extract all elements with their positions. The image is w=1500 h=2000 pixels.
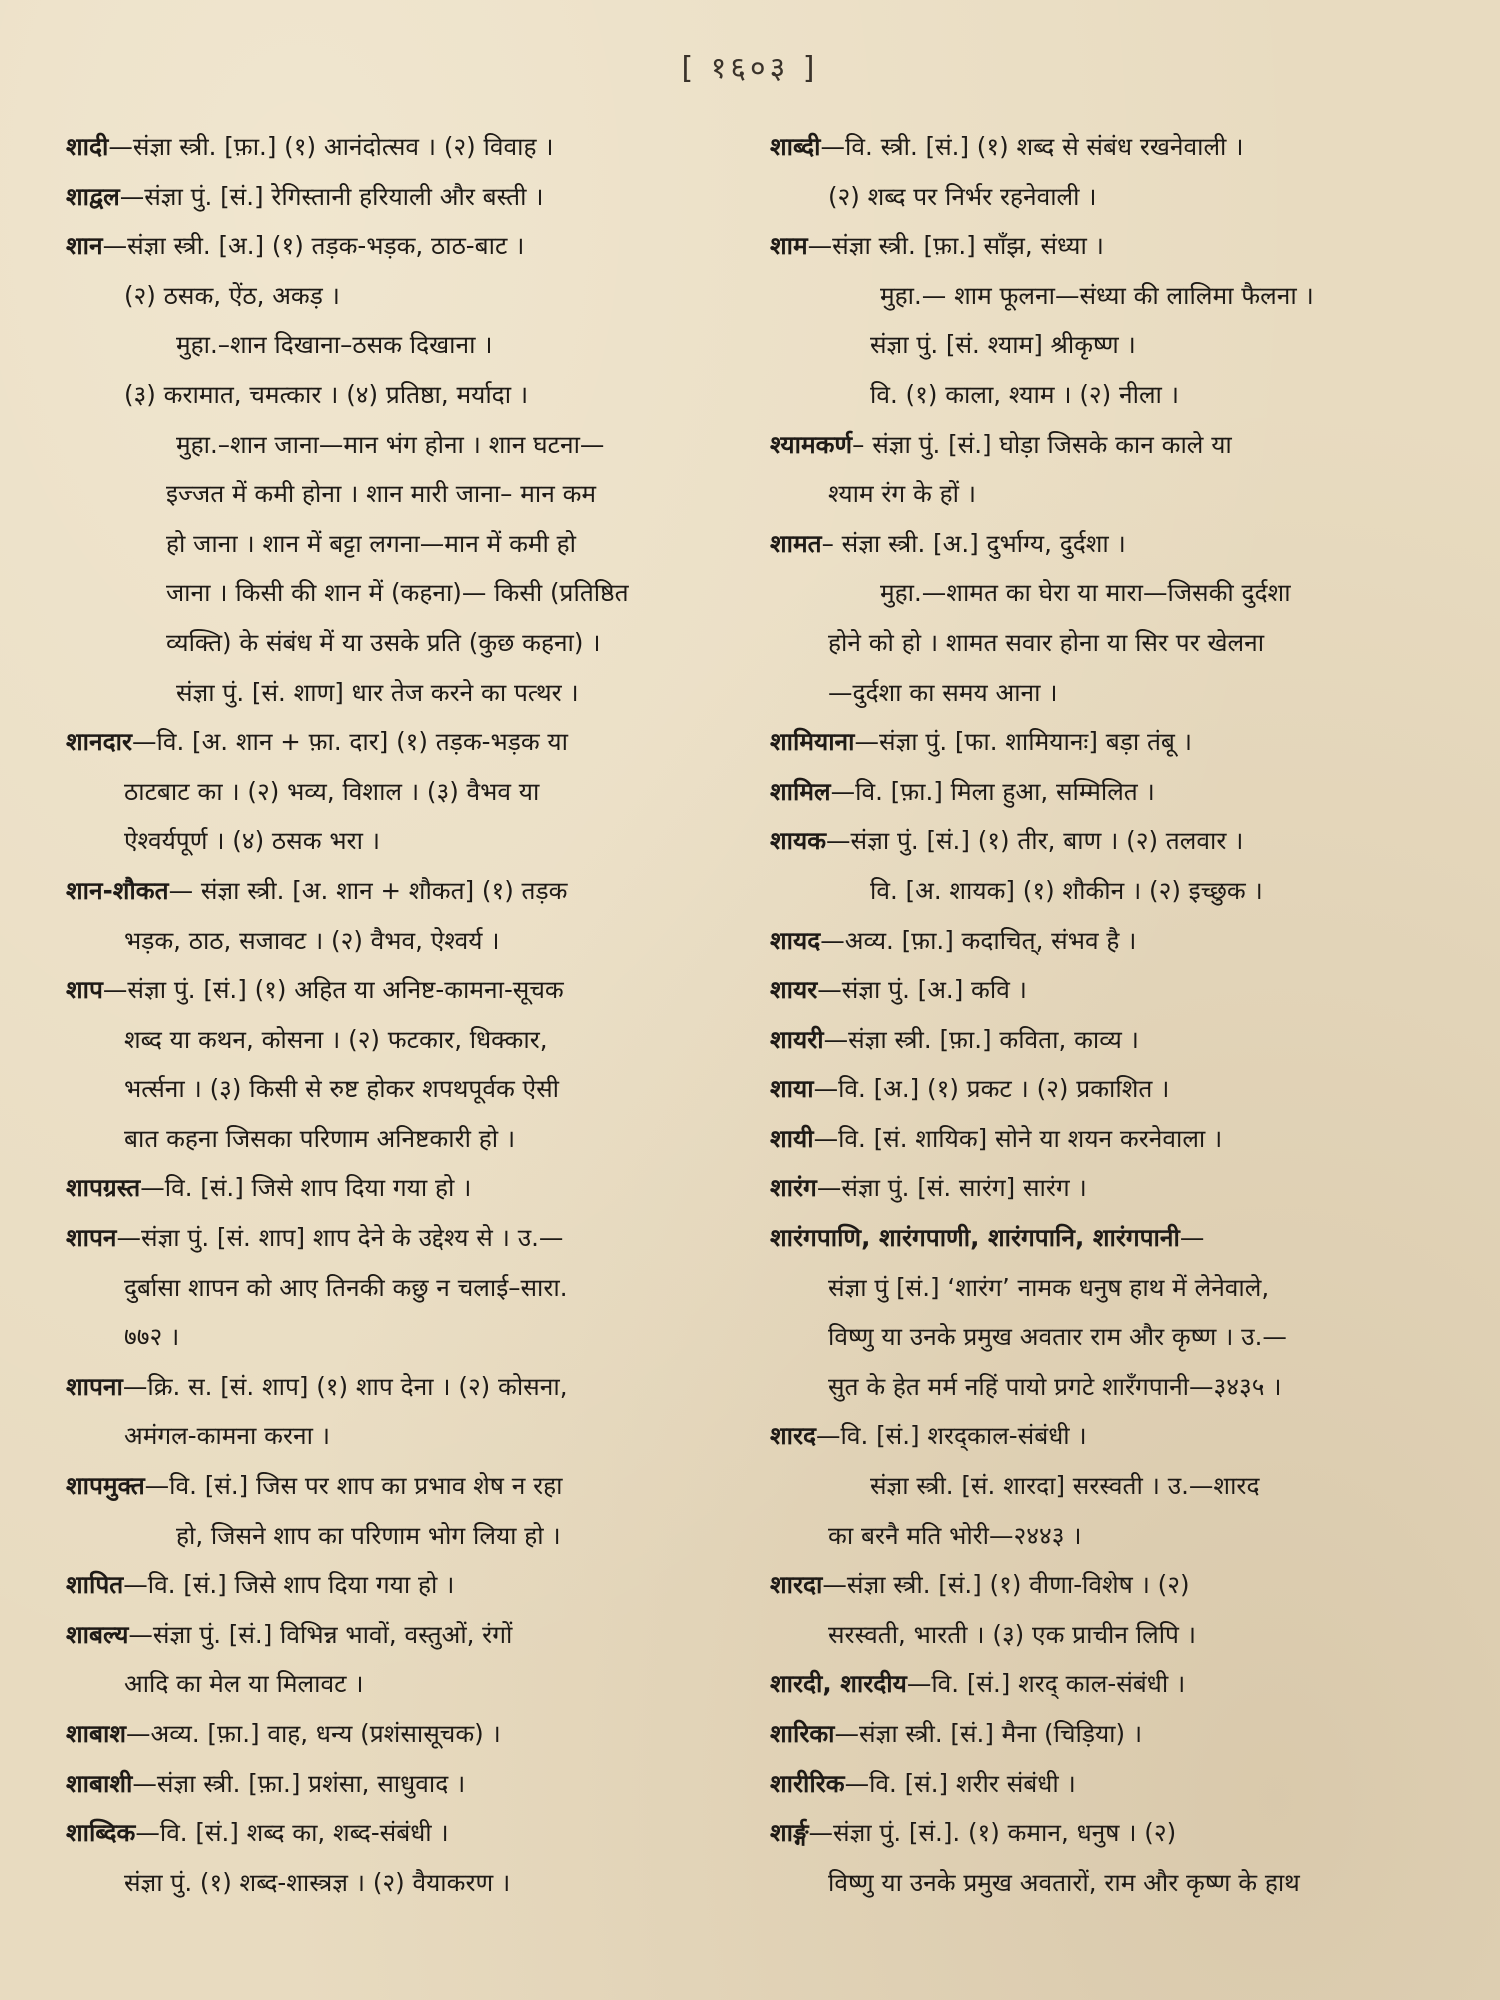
entry-text: वि. (१) काला, श्याम । (२) नीला ।: [870, 379, 1179, 409]
entry-text: सरस्वती, भारती । (३) एक प्राचीन लिपि ।: [828, 1619, 1197, 1649]
dictionary-entry: [770, 1411, 1446, 1461]
entry-text: —वि. [सं.] जिसे शाप दिया गया हो ।: [123, 1570, 455, 1600]
entry-continuation: [66, 668, 746, 718]
dictionary-entry: [66, 1461, 746, 1511]
entry-continuation: [66, 618, 746, 668]
dictionary-entry: [770, 916, 1446, 966]
entry-continuation: [770, 172, 1446, 222]
entry-text: —अव्य. [फ़ा.] वाह, धन्य (प्रशंसासूचक) ।: [126, 1719, 501, 1748]
entry-text: —संज्ञा स्त्री. [फ़ा.] कविता, काव्य ।: [823, 1024, 1139, 1054]
dictionary-entry: [66, 221, 746, 271]
entry-text: श्याम रंग के हों ।: [828, 479, 977, 509]
entry-continuation: [770, 1362, 1446, 1412]
entry-text: (२) ठसक, ऐंठ, अकड़ ।: [124, 280, 340, 310]
dictionary-entry: [66, 1213, 746, 1263]
entry-text: —संज्ञा स्त्री. [फ़ा.] (१) आनंदोत्सव । (२) विवाह ।: [108, 132, 554, 161]
entry-text: मुहा.— शाम फूलना—संध्या की लालिमा फैलना ।: [880, 280, 1314, 310]
headword: शायद: [770, 925, 821, 955]
headword: शायरी: [770, 1024, 824, 1054]
entry-continuation: [66, 320, 746, 370]
headword: शाबाशी: [66, 1768, 133, 1798]
headword: शापित: [66, 1570, 124, 1600]
entry-text: अमंगल-कामना करना ।: [124, 1421, 331, 1451]
headword: शानदार: [66, 727, 132, 757]
entry-continuation: [770, 1858, 1446, 1908]
entry-text: —क्रि. स. [सं. शाप] (१) शाप देना । (२) कोसना,: [122, 1371, 568, 1401]
entry-continuation: [66, 916, 746, 966]
entry-continuation: [66, 1015, 746, 1065]
entry-text: (३) करामात, चमत्कार । (४) प्रतिष्ठा, मर्यादा ।: [124, 379, 529, 409]
headword: शाया: [770, 1074, 814, 1104]
entry-text: भर्त्सना । (३) किसी से रुष्ट होकर शपथपूर्वक ऐसी: [124, 1074, 560, 1104]
headword: शापमुक्त: [66, 1471, 145, 1501]
entry-text: —संज्ञा पुं. [फा. शामियानः] बड़ा तंबू ।: [854, 727, 1192, 757]
entry-text: —: [1179, 1223, 1205, 1253]
dictionary-entry: [66, 1759, 746, 1809]
dictionary-entry: [66, 866, 746, 916]
headword: शादी: [66, 132, 109, 161]
entry-text: जाना । किसी की शान में (कहना)— किसी (प्रतिष्ठित: [166, 578, 629, 608]
headword: शाबल्य: [66, 1619, 129, 1649]
headword: शामत: [770, 528, 822, 558]
entry-continuation: [770, 1610, 1446, 1660]
dictionary-entry: [770, 122, 1446, 172]
entry-text: व्यक्ति) के संबंध में या उसके प्रति (कुछ कहना) ।: [166, 627, 601, 657]
entry-text: बात कहना जिसका परिणाम अनिष्टकारी हो ।: [124, 1123, 516, 1153]
headword: शाब्दी: [770, 132, 821, 161]
entry-text: वि. [अ. शायक] (१) शौकीन । (२) इच्छुक ।: [870, 875, 1263, 905]
entry-continuation: [66, 1312, 746, 1362]
dictionary-entry: [770, 221, 1446, 271]
dictionary-entry: [66, 965, 746, 1015]
entry-text: शब्द या कथन, कोसना । (२) फटकार, धिक्कार,: [124, 1024, 548, 1054]
entry-text: संज्ञा पुं. [सं. शाण] धार तेज करने का पत्थर ।: [176, 677, 579, 707]
entry-text: संज्ञा स्त्री. [सं. शारदा] सरस्वती । उ.—शारद: [870, 1471, 1260, 1501]
entry-continuation: [770, 618, 1446, 668]
dictionary-entry: [770, 1064, 1446, 1114]
entry-continuation: [770, 271, 1446, 321]
dictionary-entry: [66, 1709, 746, 1759]
entry-text: —संज्ञा स्त्री. [फ़ा.] प्रशंसा, साधुवाद ।: [132, 1768, 466, 1798]
headword: शायर: [770, 975, 818, 1005]
entry-continuation: [66, 1064, 746, 1114]
entry-text: —वि. [सं.] शरद्काल-संबंधी ।: [816, 1421, 1087, 1451]
headword: शामिल: [770, 776, 831, 806]
entry-continuation: [66, 816, 746, 866]
dictionary-entry: [770, 519, 1446, 569]
dictionary-entry: [770, 816, 1446, 866]
entry-continuation: [770, 1263, 1446, 1313]
entry-text: – संज्ञा पुं. [सं.] घोड़ा जिसके कान काले या: [852, 429, 1232, 459]
entry-text: —अव्य. [फ़ा.] कदाचित्, संभव है ।: [820, 925, 1137, 955]
dictionary-entry: [66, 172, 746, 222]
entry-continuation: [66, 519, 746, 569]
entry-text: ठाटबाट का । (२) भव्य, विशाल । (३) वैभव या: [124, 776, 540, 806]
entry-continuation: [66, 568, 746, 618]
headword: शारंग: [770, 1173, 817, 1203]
dictionary-entry: [770, 1015, 1446, 1065]
entry-text: —संज्ञा पुं. [सं.] रेगिस्तानी हरियाली और बस्ती ।: [119, 181, 544, 211]
entry-continuation: [66, 767, 746, 817]
dictionary-entry: [66, 1163, 746, 1213]
left-column: [66, 122, 746, 1907]
dictionary-entry: [770, 1114, 1446, 1164]
headword: शार्ङ्ग: [770, 1818, 809, 1848]
entry-text: —संज्ञा स्त्री. [सं.] (१) वीणा-विशेष । (२): [822, 1570, 1190, 1600]
entry-text: —वि. [अ. शान + फ़ा. दार] (१) तड़क-भड़क या: [131, 727, 568, 757]
entry-text: —वि. [सं.] शब्द का, शब्द-संबंधी ।: [135, 1818, 449, 1848]
entry-text: —संज्ञा पुं. [सं.] विभिन्न भावों, वस्तुओं, रंगों: [128, 1619, 513, 1649]
dictionary-entry: [770, 767, 1446, 817]
entry-text: —वि. [सं.] शरद् काल-संबंधी ।: [906, 1669, 1186, 1699]
dictionary-entry: [770, 1808, 1446, 1858]
entry-text: —वि. [फ़ा.] मिला हुआ, सम्मिलित ।: [830, 776, 1155, 806]
entry-continuation: [770, 668, 1446, 718]
entry-continuation: [770, 568, 1446, 618]
headword: शाम: [770, 231, 808, 261]
dictionary-entry: [770, 1560, 1446, 1610]
entry-text: दुर्बासा शापन को आए तिनकी कछु न चलाई–सारा.: [124, 1272, 568, 1302]
entry-text: संज्ञा पुं [सं.] ‘शारंग’ नामक धनुष हाथ में लेनेवाले,: [828, 1272, 1270, 1302]
dictionary-entry: [770, 1659, 1446, 1709]
dictionary-entry: [770, 1163, 1446, 1213]
entry-text: होने को हो । शामत सवार होना या सिर पर खेलना: [828, 627, 1265, 657]
headword: शायी: [770, 1123, 814, 1153]
entry-text: —संज्ञा पुं. [सं.]. (१) कमान, धनुष । (२): [808, 1818, 1177, 1848]
entry-text: —संज्ञा पुं. [सं.] (१) अहित या अनिष्ट-कामना-सूचक: [102, 975, 564, 1005]
entry-text: —वि. [सं.] जिस पर शाप का प्रभाव शेष न रहा: [144, 1471, 563, 1501]
headword: शायक: [770, 826, 827, 856]
headword: शारद: [770, 1421, 817, 1451]
entry-continuation: [66, 1263, 746, 1313]
entry-text: मुहा.–शान दिखाना–ठसक दिखाना ।: [176, 330, 493, 360]
entry-text: संज्ञा पुं. (१) शब्द-शास्त्रज्ञ । (२) वैयाकरण ।: [124, 1867, 511, 1897]
entry-text: — संज्ञा स्त्री. [अ. शान + शौकत] (१) तड़क: [168, 875, 568, 905]
headword: शाबाश: [66, 1719, 127, 1748]
headword: शारिका: [770, 1719, 835, 1748]
entry-text: —वि. [अ.] (१) प्रकट । (२) प्रकाशित ।: [813, 1074, 1170, 1104]
headword: शापग्रस्त: [66, 1173, 141, 1203]
headword: शारंगपाणि, शारंगपाणी, शारंगपानि, शारंगपानी: [770, 1223, 1180, 1253]
entry-text: —संज्ञा पुं. [अ.] कवि ।: [817, 975, 1027, 1005]
entry-continuation: [770, 320, 1446, 370]
entry-text: संज्ञा पुं. [सं. श्याम] श्रीकृष्ण ।: [870, 330, 1136, 360]
entry-text: —संज्ञा पुं. [सं.] (१) तीर, बाण । (२) तलवार ।: [826, 826, 1244, 856]
entry-text: (२) शब्द पर निर्भर रहनेवाली ।: [828, 181, 1097, 211]
entry-continuation: [66, 1659, 746, 1709]
dictionary-entry: [770, 1759, 1446, 1809]
headword: शापना: [66, 1371, 123, 1401]
entry-continuation: [66, 420, 746, 470]
entry-text: विष्णु या उनके प्रमुख अवतार राम और कृष्ण । उ.—: [828, 1322, 1287, 1352]
entry-text: —दुर्दशा का समय आना ।: [828, 677, 1058, 707]
headword: शान-शौकत: [66, 875, 169, 905]
headword: शारीरिक: [770, 1768, 845, 1798]
headword: शामियाना: [770, 727, 855, 757]
entry-continuation: [770, 370, 1446, 420]
entry-text: —संज्ञा पुं. [सं. सारंग] सारंग ।: [816, 1173, 1087, 1203]
headword: शारदी, शारदीय: [770, 1669, 907, 1699]
headword: शारदा: [770, 1570, 823, 1600]
headword: शान: [66, 231, 103, 261]
headword: शाप: [66, 975, 103, 1005]
entry-text: —संज्ञा स्त्री. [फ़ा.] साँझ, संध्या ।: [807, 231, 1104, 261]
entry-text: —वि. स्त्री. [सं.] (१) शब्द से संबंध रखनेवाली ।: [820, 132, 1244, 161]
entry-text: —संज्ञा पुं. [सं. शाप] शाप देने के उद्देश्य से । उ.—: [116, 1223, 564, 1253]
dictionary-entry: [66, 1610, 746, 1660]
entry-text: भड़क, ठाठ, सजावट । (२) वैभव, ऐश्वर्य ।: [124, 925, 500, 955]
entry-continuation: [770, 1312, 1446, 1362]
entry-text: – संज्ञा स्त्री. [अ.] दुर्भाग्य, दुर्दशा ।: [821, 528, 1126, 558]
headword: शाद्वल: [66, 181, 120, 211]
entry-continuation: [66, 271, 746, 321]
entry-text: सुत के हेत मर्म नहिं पायो प्रगटे शारँगपानी—३४३५ ।: [828, 1371, 1282, 1401]
entry-text: मुहा.—शामत का घेरा या मारा—जिसकी दुर्दशा: [880, 578, 1291, 608]
right-column: [770, 122, 1446, 1907]
dictionary-entry: [66, 717, 746, 767]
entry-text: —वि. [सं.] जिसे शाप दिया गया हो ।: [140, 1173, 472, 1203]
dictionary-entry: [66, 1560, 746, 1610]
entry-continuation: [66, 1858, 746, 1908]
entry-text: का बरनै मति भोरी—२४४३ ।: [828, 1520, 1082, 1550]
headword: शाब्दिक: [66, 1818, 136, 1848]
dictionary-entry: [770, 965, 1446, 1015]
entry-text: हो जाना । शान में बट्टा लगना—मान में कमी हो: [166, 528, 577, 558]
entry-text: —संज्ञा स्त्री. [सं.] मैना (चिड़िया) ।: [834, 1719, 1143, 1748]
dictionary-entry: [770, 1213, 1446, 1263]
entry-continuation: [66, 469, 746, 519]
entry-text: इज्जत में कमी होना । शान मारी जाना– मान कम: [166, 479, 597, 509]
dictionary-entry: [770, 717, 1446, 767]
dictionary-entry: [770, 420, 1446, 470]
entry-continuation: [770, 469, 1446, 519]
headword: श्यामकर्ण: [770, 429, 853, 459]
entry-continuation: [770, 1511, 1446, 1561]
dictionary-entry: [770, 1709, 1446, 1759]
entry-text: विष्णु या उनके प्रमुख अवतारों, राम और कृष्ण के हाथ: [828, 1867, 1300, 1897]
entry-text: ऐश्वर्यपूर्ण । (४) ठसक भरा ।: [124, 826, 380, 856]
headword: शापन: [66, 1223, 117, 1253]
dictionary-entry: [66, 122, 746, 172]
dictionary-entry: [66, 1808, 746, 1858]
entry-text: आदि का मेल या मिलावट ।: [124, 1669, 364, 1699]
entry-continuation: [66, 370, 746, 420]
dictionary-entry: [66, 1362, 746, 1412]
entry-continuation: [770, 1461, 1446, 1511]
entry-text: —वि. [सं. शायिक] सोने या शयन करनेवाला ।: [813, 1123, 1223, 1153]
entry-text: मुहा.–शान जाना—मान भंग होना । शान घटना—: [176, 429, 605, 459]
page-number: [ १६०३ ]: [681, 51, 819, 86]
entry-continuation: [66, 1114, 746, 1164]
entry-text: ७७२ ।: [124, 1322, 180, 1352]
entry-text: हो, जिसने शाप का परिणाम भोग लिया हो ।: [176, 1520, 561, 1550]
entry-continuation: [770, 866, 1446, 916]
entry-continuation: [66, 1511, 746, 1561]
entry-continuation: [66, 1411, 746, 1461]
entry-text: —संज्ञा स्त्री. [अ.] (१) तड़क-भड़क, ठाठ-बाट ।: [102, 231, 525, 261]
entry-text: —वि. [सं.] शरीर संबंधी ।: [844, 1768, 1076, 1798]
